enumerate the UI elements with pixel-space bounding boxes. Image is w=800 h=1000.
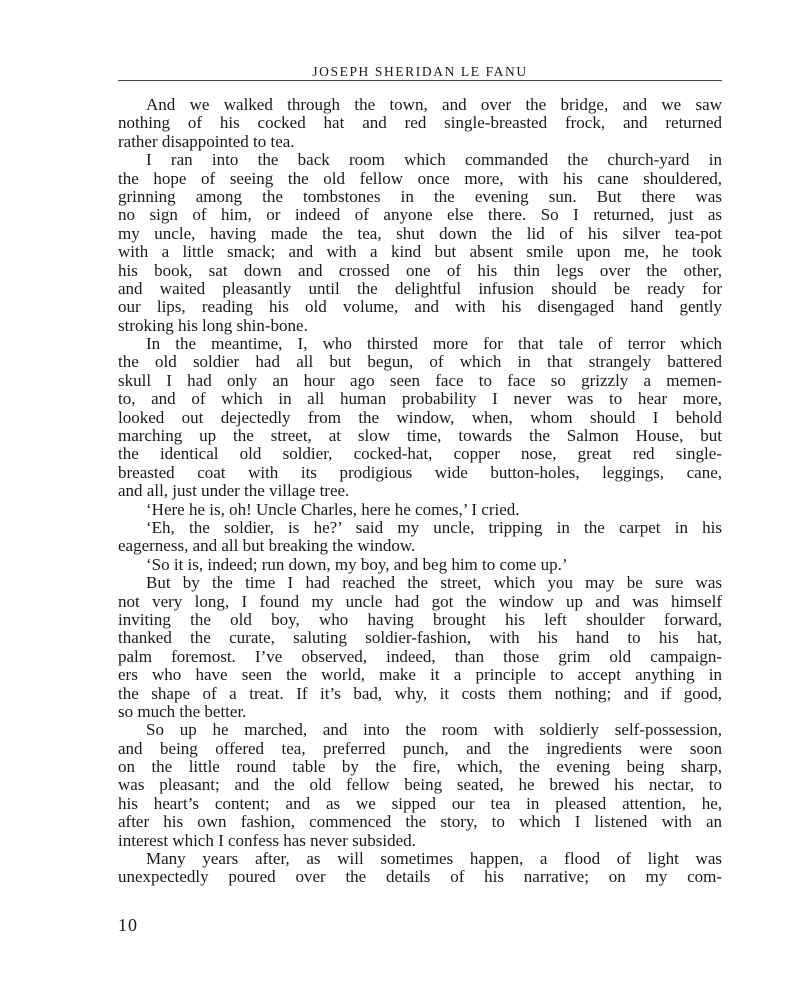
text-line: palm foremost. I’ve observed, indeed, than those grim old campaign-: [118, 647, 722, 666]
text-line: his heart’s content; and as we sipped our tea in pleased attention, he,: [118, 794, 722, 813]
paragraph: [118, 574, 722, 721]
text-line: the old soldier had all but begun, of which in that strangely battered: [118, 353, 722, 372]
text-line: eagerness, and all but breaking the window.: [118, 537, 416, 556]
text-line: So up he marched, and into the room with soldierly self-possession,: [146, 721, 722, 740]
paragraph: [118, 501, 722, 519]
text-line: so much the better.: [118, 702, 247, 721]
page-number: 10: [118, 915, 138, 935]
text-line: inviting the old boy, who having brought his left shoulder forward,: [118, 610, 722, 629]
text-line: ‘Here he is, oh! Uncle Charles, here he comes,’ I cried.: [146, 500, 520, 519]
text-line: ‘So it is, indeed; run down, my boy, and beg him to come up.’: [146, 555, 568, 574]
text-line: interest which I confess has never subsided.: [118, 831, 416, 850]
text-line: breasted coat with its prodigious wide button-holes, leggings, cane,: [118, 463, 722, 482]
body-text: [118, 96, 722, 887]
text-line: the hope of seeing the old fellow once more, with his cane shouldered,: [118, 169, 722, 188]
paragraph: [118, 96, 722, 151]
text-line: the identical old soldier, cocked-hat, copper nose, great red single-: [118, 445, 722, 464]
text-line: to, and of which in all human probability I never was to hear more,: [118, 390, 722, 409]
text-line: and being offered tea, preferred punch, and the ingredients were soon: [118, 739, 722, 758]
text-line: And we walked through the town, and over the bridge, and we saw: [146, 96, 722, 114]
paragraph: [118, 335, 722, 501]
paragraph: [118, 721, 722, 850]
paragraph: [118, 850, 722, 887]
text-line: rather disappointed to tea.: [118, 132, 295, 151]
paragraph: [118, 556, 722, 574]
text-line: not very long, I found my uncle had got the window up and was himself: [118, 592, 722, 611]
text-line: thanked the curate, saluting soldier-fashion, with his hand to his hat,: [118, 629, 722, 648]
text-line: ers who have seen the world, make it a principle to accept anything in: [118, 666, 722, 685]
text-line: But by the time I had reached the street, which you may be sure was: [146, 574, 722, 593]
text-line: skull I had only an hour ago seen face to face so grizzly a memen-: [118, 371, 722, 390]
text-line: my uncle, having made the tea, shut down the lid of his silver tea-pot: [118, 224, 722, 243]
text-line: and waited pleasantly until the delightful infusion should be ready for: [118, 279, 722, 298]
paragraph: [118, 519, 722, 556]
text-line: grinning among the tombstones in the evening sun. But there was: [118, 187, 722, 206]
text-line: with a little smack; and with a kind but absent smile upon me, he took: [118, 243, 722, 262]
text-line: after his own fashion, commenced the story, to which I listened with an: [118, 813, 722, 832]
running-head: JOSEPH SHERIDAN LE FANU: [312, 64, 528, 79]
text-line: marching up the street, at slow time, towards the Salmon House, but: [118, 427, 722, 446]
book-page: [118, 0, 722, 1000]
text-line: nothing of his cocked hat and red single-breasted frock, and returned: [118, 114, 722, 133]
text-line: ‘Eh, the soldier, is he?’ said my uncle, tripping in the carpet in his: [146, 518, 722, 537]
text-line: I ran into the back room which commanded the church-yard in: [146, 151, 722, 170]
text-line: the shape of a treat. If it’s bad, why, it costs them nothing; and if good,: [118, 684, 722, 703]
text-line: Many years after, as will sometimes happen, a flood of light was: [146, 850, 722, 869]
text-line: looked out dejectedly from the window, when, whom should I behold: [118, 408, 722, 427]
text-line: and all, just under the village tree.: [118, 482, 350, 501]
text-line: stroking his long shin-bone.: [118, 316, 308, 335]
text-line: unexpectedly poured over the details of his narrative; on my com-: [118, 868, 722, 887]
text-line: no sign of him, or indeed of anyone else there. So I returned, just as: [118, 206, 722, 225]
text-line: our lips, reading his old volume, and with his disengaged hand gently: [118, 298, 722, 317]
paragraph: [118, 151, 722, 335]
text-line: In the meantime, I, who thirsted more for that tale of terror which: [146, 335, 722, 354]
text-line: was pleasant; and the old fellow being seated, he brewed his nectar, to: [118, 776, 722, 795]
text-line: on the little round table by the fire, which, the evening being sharp,: [118, 758, 722, 777]
text-line: his book, sat down and crossed one of his thin legs over the other,: [118, 261, 722, 280]
header-rule: [118, 80, 722, 81]
